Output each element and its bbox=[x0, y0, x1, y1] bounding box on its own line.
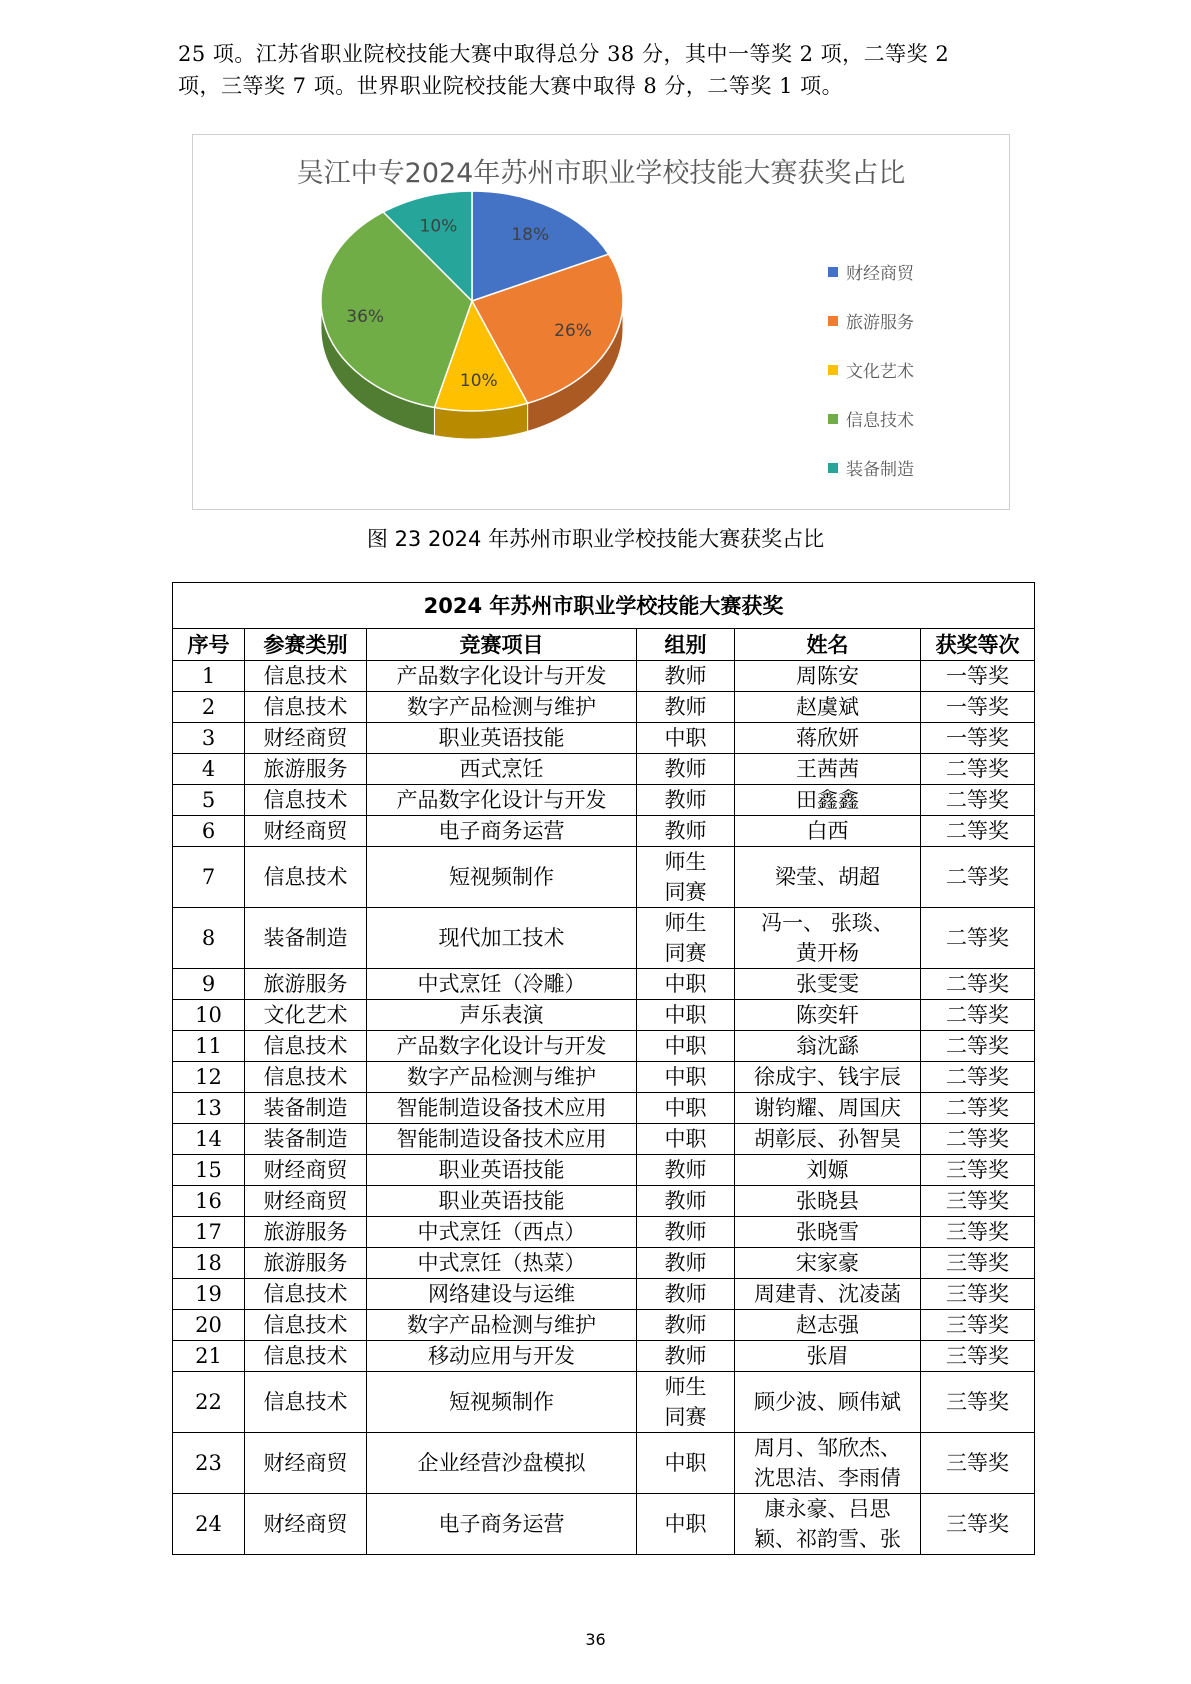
table-cell: 刘嫄 bbox=[735, 1155, 921, 1186]
legend-item bbox=[828, 345, 914, 394]
table-cell: 谢钧耀、周国庆 bbox=[735, 1093, 921, 1124]
page-number: 36 bbox=[585, 1630, 606, 1649]
table-cell: 二等奖 bbox=[921, 969, 1035, 1000]
table-row bbox=[173, 1310, 1035, 1341]
table-cell: 职业英语技能 bbox=[367, 1186, 637, 1217]
column-header: 获奖等次 bbox=[921, 629, 1035, 661]
table-cell: 中职 bbox=[637, 1062, 735, 1093]
table-cell: 信息技术 bbox=[245, 1310, 367, 1341]
table-cell: 装备制造 bbox=[245, 908, 367, 969]
table-cell: 中职 bbox=[637, 1124, 735, 1155]
legend-item bbox=[828, 394, 914, 443]
table-cell: 二等奖 bbox=[921, 816, 1035, 847]
table-cell: 中职 bbox=[637, 1000, 735, 1031]
table-cell: 短视频制作 bbox=[367, 847, 637, 908]
pie-slice-label: 10% bbox=[459, 371, 498, 392]
table-cell: 田鑫鑫 bbox=[735, 785, 921, 816]
table-cell: 三等奖 bbox=[921, 1372, 1035, 1433]
legend-item bbox=[828, 296, 914, 345]
table-row bbox=[173, 1000, 1035, 1031]
table-body bbox=[173, 661, 1035, 1555]
table-cell: 产品数字化设计与开发 bbox=[367, 1031, 637, 1062]
table-cell: 网络建设与运维 bbox=[367, 1279, 637, 1310]
awards-table bbox=[172, 582, 1035, 1555]
table-cell: 中职 bbox=[637, 1494, 735, 1555]
table-cell: 教师 bbox=[637, 1155, 735, 1186]
table-cell: 陈奕轩 bbox=[735, 1000, 921, 1031]
table-cell: 信息技术 bbox=[245, 847, 367, 908]
table-cell: 二等奖 bbox=[921, 1124, 1035, 1155]
table-cell: 短视频制作 bbox=[367, 1372, 637, 1433]
table-cell: 移动应用与开发 bbox=[367, 1341, 637, 1372]
legend-label: 旅游服务 bbox=[846, 313, 914, 333]
table-cell: 职业英语技能 bbox=[367, 1155, 637, 1186]
table-cell: 教师 bbox=[637, 754, 735, 785]
table-row bbox=[173, 754, 1035, 785]
table-cell: 财经商贸 bbox=[245, 816, 367, 847]
table-cell: 张晓雪 bbox=[735, 1217, 921, 1248]
table-cell: 信息技术 bbox=[245, 785, 367, 816]
table-cell: 企业经营沙盘模拟 bbox=[367, 1433, 637, 1494]
table-cell: 三等奖 bbox=[921, 1433, 1035, 1494]
table-cell: 5 bbox=[173, 785, 245, 816]
legend-swatch bbox=[828, 365, 838, 375]
table-cell: 教师 bbox=[637, 1186, 735, 1217]
table-cell: 二等奖 bbox=[921, 847, 1035, 908]
table-cell: 产品数字化设计与开发 bbox=[367, 661, 637, 692]
table-cell: 教师 bbox=[637, 1279, 735, 1310]
table-row bbox=[173, 1341, 1035, 1372]
table-cell: 教师 bbox=[637, 785, 735, 816]
table-row bbox=[173, 1494, 1035, 1555]
table-cell: 三等奖 bbox=[921, 1310, 1035, 1341]
table-cell: 教师 bbox=[637, 816, 735, 847]
table-cell: 21 bbox=[173, 1341, 245, 1372]
legend-swatch bbox=[828, 267, 838, 277]
table-cell: 财经商贸 bbox=[245, 1155, 367, 1186]
table-cell: 电子商务运营 bbox=[367, 1494, 637, 1555]
table-row bbox=[173, 847, 1035, 908]
table-cell: 20 bbox=[173, 1310, 245, 1341]
table-cell: 二等奖 bbox=[921, 1000, 1035, 1031]
table-cell: 现代加工技术 bbox=[367, 908, 637, 969]
legend-label: 财经商贸 bbox=[846, 264, 914, 284]
intro-paragraph bbox=[178, 38, 1038, 102]
table-cell: 赵志强 bbox=[735, 1310, 921, 1341]
pie-slice-label: 26% bbox=[554, 321, 592, 342]
table-cell: 三等奖 bbox=[921, 1494, 1035, 1555]
table-cell: 三等奖 bbox=[921, 1217, 1035, 1248]
table-row bbox=[173, 1279, 1035, 1310]
table-row bbox=[173, 785, 1035, 816]
table-cell: 文化艺术 bbox=[245, 1000, 367, 1031]
table-cell: 三等奖 bbox=[921, 1155, 1035, 1186]
legend-label: 信息技术 bbox=[846, 411, 914, 431]
table-cell: 胡彰辰、孙智昊 bbox=[735, 1124, 921, 1155]
table-cell: 4 bbox=[173, 754, 245, 785]
legend-swatch bbox=[828, 463, 838, 473]
table-cell: 二等奖 bbox=[921, 1093, 1035, 1124]
table-cell: 信息技术 bbox=[245, 1062, 367, 1093]
table-cell: 信息技术 bbox=[245, 1341, 367, 1372]
table-cell: 三等奖 bbox=[921, 1248, 1035, 1279]
table-cell: 冯一、 张琰、 黄开杨 bbox=[735, 908, 921, 969]
table-cell: 中式烹饪（冷雕） bbox=[367, 969, 637, 1000]
table-cell: 财经商贸 bbox=[245, 1494, 367, 1555]
legend-swatch bbox=[828, 414, 838, 424]
table-row bbox=[173, 1217, 1035, 1248]
table-row bbox=[173, 1031, 1035, 1062]
table-cell: 15 bbox=[173, 1155, 245, 1186]
table-cell: 中式烹饪（热菜） bbox=[367, 1248, 637, 1279]
table-cell: 张雯雯 bbox=[735, 969, 921, 1000]
table-cell: 三等奖 bbox=[921, 1186, 1035, 1217]
table-cell: 9 bbox=[173, 969, 245, 1000]
table-row bbox=[173, 816, 1035, 847]
table-row bbox=[173, 969, 1035, 1000]
table-cell: 师生 同赛 bbox=[637, 908, 735, 969]
table-row bbox=[173, 1124, 1035, 1155]
table-cell: 智能制造设备技术应用 bbox=[367, 1093, 637, 1124]
table-cell: 中职 bbox=[637, 723, 735, 754]
legend-label: 文化艺术 bbox=[846, 362, 914, 382]
table-cell: 康永豪、吕思 颖、祁韵雪、张 bbox=[735, 1494, 921, 1555]
table-cell: 数字产品检测与维护 bbox=[367, 692, 637, 723]
table-cell: 信息技术 bbox=[245, 661, 367, 692]
table-cell: 声乐表演 bbox=[367, 1000, 637, 1031]
table-cell: 8 bbox=[173, 908, 245, 969]
table-cell: 17 bbox=[173, 1217, 245, 1248]
table-cell: 师生 同赛 bbox=[637, 847, 735, 908]
table-cell: 周陈安 bbox=[735, 661, 921, 692]
table-cell: 信息技术 bbox=[245, 692, 367, 723]
intro-line-1: 25 项。江苏省职业院校技能大赛中取得总分 38 分，其中一等奖 2 项，二等奖 2 bbox=[178, 42, 950, 66]
table-cell: 智能制造设备技术应用 bbox=[367, 1124, 637, 1155]
table-cell: 信息技术 bbox=[245, 1372, 367, 1433]
table-cell: 财经商贸 bbox=[245, 1433, 367, 1494]
table-cell: 中职 bbox=[637, 1031, 735, 1062]
table-cell: 6 bbox=[173, 816, 245, 847]
table-cell: 一等奖 bbox=[921, 723, 1035, 754]
table-cell: 10 bbox=[173, 1000, 245, 1031]
table-cell: 张晓县 bbox=[735, 1186, 921, 1217]
table-cell: 教师 bbox=[637, 1310, 735, 1341]
legend-item bbox=[828, 247, 914, 296]
table-cell: 西式烹饪 bbox=[367, 754, 637, 785]
table-cell: 教师 bbox=[637, 1248, 735, 1279]
table-cell: 蒋欣妍 bbox=[735, 723, 921, 754]
table-cell: 3 bbox=[173, 723, 245, 754]
table-row bbox=[173, 661, 1035, 692]
table-cell: 旅游服务 bbox=[245, 1248, 367, 1279]
table-cell: 财经商贸 bbox=[245, 723, 367, 754]
legend-item bbox=[828, 443, 914, 492]
table-row bbox=[173, 1093, 1035, 1124]
table-cell: 23 bbox=[173, 1433, 245, 1494]
pie-slice-label: 36% bbox=[346, 306, 385, 327]
table-cell: 产品数字化设计与开发 bbox=[367, 785, 637, 816]
table-cell: 顾少波、顾伟斌 bbox=[735, 1372, 921, 1433]
table-cell: 24 bbox=[173, 1494, 245, 1555]
table-cell: 装备制造 bbox=[245, 1093, 367, 1124]
table-row bbox=[173, 1248, 1035, 1279]
table-cell: 信息技术 bbox=[245, 1031, 367, 1062]
table-cell: 周建青、沈凌菡 bbox=[735, 1279, 921, 1310]
column-header: 参赛类别 bbox=[245, 629, 367, 661]
chart-title: 吴江中专2024年苏州市职业学校技能大赛获奖占比 bbox=[296, 158, 906, 189]
table-cell: 财经商贸 bbox=[245, 1186, 367, 1217]
table-cell: 宋家豪 bbox=[735, 1248, 921, 1279]
table-row bbox=[173, 1372, 1035, 1433]
table-cell: 中式烹饪（西点） bbox=[367, 1217, 637, 1248]
column-header: 序号 bbox=[173, 629, 245, 661]
column-header: 竞赛项目 bbox=[367, 629, 637, 661]
table-cell: 教师 bbox=[637, 661, 735, 692]
table-cell: 翁沈繇 bbox=[735, 1031, 921, 1062]
table-cell: 三等奖 bbox=[921, 1341, 1035, 1372]
table-cell: 19 bbox=[173, 1279, 245, 1310]
table-cell: 7 bbox=[173, 847, 245, 908]
table-cell: 教师 bbox=[637, 692, 735, 723]
table-cell: 王茜茜 bbox=[735, 754, 921, 785]
column-header: 姓名 bbox=[735, 629, 921, 661]
table-cell: 数字产品检测与维护 bbox=[367, 1310, 637, 1341]
table-cell: 22 bbox=[173, 1372, 245, 1433]
pie-slice-label: 10% bbox=[419, 216, 458, 237]
table-cell: 1 bbox=[173, 661, 245, 692]
table-cell: 徐成宇、钱宇辰 bbox=[735, 1062, 921, 1093]
table-cell: 二等奖 bbox=[921, 785, 1035, 816]
table-row bbox=[173, 1433, 1035, 1494]
table-row bbox=[173, 1062, 1035, 1093]
pie-slice-label: 18% bbox=[511, 225, 550, 246]
table-cell: 教师 bbox=[637, 1217, 735, 1248]
intro-line-2: 项，三等奖 7 项。世界职业院校技能大赛中取得 8 分，二等奖 1 项。 bbox=[178, 74, 844, 98]
table-cell: 梁莹、胡超 bbox=[735, 847, 921, 908]
table-cell: 赵虞斌 bbox=[735, 692, 921, 723]
table-cell: 二等奖 bbox=[921, 1031, 1035, 1062]
legend-swatch bbox=[828, 316, 838, 326]
table-cell: 装备制造 bbox=[245, 1124, 367, 1155]
table-header-row bbox=[173, 629, 1035, 661]
table-cell: 信息技术 bbox=[245, 1279, 367, 1310]
table-cell: 旅游服务 bbox=[245, 1217, 367, 1248]
table-row bbox=[173, 723, 1035, 754]
table-cell: 电子商务运营 bbox=[367, 816, 637, 847]
table-cell: 16 bbox=[173, 1186, 245, 1217]
table-row bbox=[173, 1155, 1035, 1186]
table-cell: 教师 bbox=[637, 1341, 735, 1372]
legend-label: 装备制造 bbox=[846, 460, 914, 480]
table-cell: 二等奖 bbox=[921, 754, 1035, 785]
table-cell: 二等奖 bbox=[921, 908, 1035, 969]
table-cell: 周月、邹欣杰、 沈思洁、李雨倩 bbox=[735, 1433, 921, 1494]
table-cell: 13 bbox=[173, 1093, 245, 1124]
table-cell: 2 bbox=[173, 692, 245, 723]
chart-legend bbox=[828, 247, 914, 492]
table-cell: 中职 bbox=[637, 1093, 735, 1124]
table-cell: 一等奖 bbox=[921, 692, 1035, 723]
table-title: 2024 年苏州市职业学校技能大赛获奖 bbox=[173, 583, 1035, 629]
table-cell: 中职 bbox=[637, 969, 735, 1000]
pie-chart bbox=[192, 134, 1010, 510]
column-header: 组别 bbox=[637, 629, 735, 661]
table-cell: 11 bbox=[173, 1031, 245, 1062]
table-row bbox=[173, 1186, 1035, 1217]
table-row bbox=[173, 908, 1035, 969]
table-cell: 三等奖 bbox=[921, 1279, 1035, 1310]
table-cell: 二等奖 bbox=[921, 1062, 1035, 1093]
table-cell: 张眉 bbox=[735, 1341, 921, 1372]
table-cell: 12 bbox=[173, 1062, 245, 1093]
table-cell: 中职 bbox=[637, 1433, 735, 1494]
table-cell: 白西 bbox=[735, 816, 921, 847]
table-cell: 旅游服务 bbox=[245, 969, 367, 1000]
table-cell: 一等奖 bbox=[921, 661, 1035, 692]
table-cell: 师生 同赛 bbox=[637, 1372, 735, 1433]
table-cell: 数字产品检测与维护 bbox=[367, 1062, 637, 1093]
table-cell: 14 bbox=[173, 1124, 245, 1155]
table-cell: 职业英语技能 bbox=[367, 723, 637, 754]
table-cell: 18 bbox=[173, 1248, 245, 1279]
table-row bbox=[173, 692, 1035, 723]
table-cell: 旅游服务 bbox=[245, 754, 367, 785]
figure-caption: 图 23 2024 年苏州市职业学校技能大赛获奖占比 bbox=[366, 527, 825, 551]
